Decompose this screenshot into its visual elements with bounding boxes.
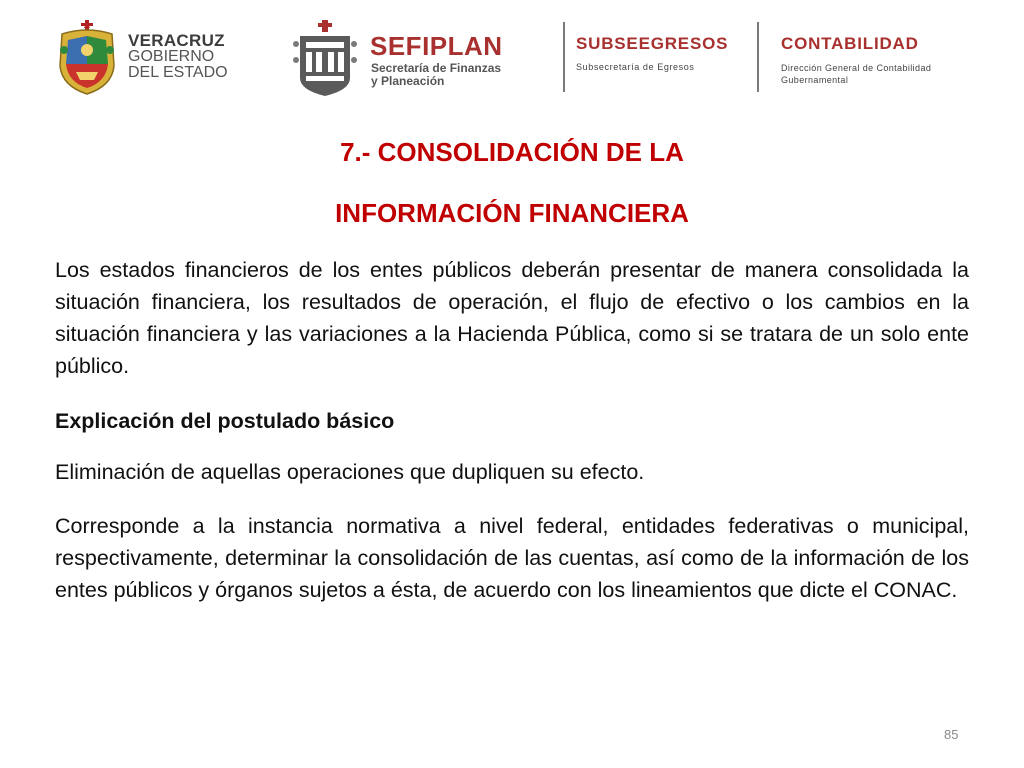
- slide-title-line2: INFORMACIÓN FINANCIERA: [335, 198, 689, 228]
- slide-title-line1: 7.- CONSOLIDACIÓN DE LA: [340, 137, 684, 167]
- sefiplan-title: SEFIPLAN: [370, 31, 503, 61]
- header-divider: [757, 22, 759, 92]
- sefiplan-sub-line1: Secretaría de Finanzas: [371, 61, 502, 75]
- veracruz-line3: DEL ESTADO: [128, 64, 228, 81]
- contabilidad-sub-line2: Gubernamental: [781, 75, 849, 85]
- paragraph-responsibility: Corresponde a la instancia normativa a nivel federal, entidades federativas o municipal, respectivamente, determinar la consolidación de las cuentas, así como de la información de los entes públicos y órganos sujetos a ésta, de acuerdo con los lineamientos que dicte el CONAC.: [55, 514, 969, 602]
- paragraph-definition: Los estados financieros de los entes públicos deberán presentar de manera consolidada la situación financiera, los resultados de operación, el flujo de efectivo o los cambios en la situación financiera y las variaciones a la Hacienda Pública, como si se tratara de un solo ente público.: [55, 258, 969, 378]
- veracruz-wordmark: [128, 33, 228, 81]
- sefiplan-sub-line2: y Planeación: [371, 74, 445, 88]
- paragraph-elimination: Eliminación de aquellas operaciones que dupliquen su efecto.: [55, 460, 645, 484]
- veracruz-line1: VERACRUZ: [128, 31, 225, 50]
- sefiplan-subtitle: [371, 62, 501, 88]
- contabilidad-title: CONTABILIDAD: [781, 34, 919, 53]
- page-number: 85: [944, 727, 959, 742]
- subheading-explanation: Explicación del postulado básico: [55, 409, 395, 433]
- contabilidad-subtitle: [781, 62, 931, 86]
- header-logos: [0, 0, 1024, 112]
- veracruz-shield-logo: [54, 20, 120, 96]
- header-divider: [563, 22, 565, 92]
- veracruz-line2: GOBIERNO: [128, 48, 215, 65]
- contabilidad-sub-line1: Dirección General de Contabilidad: [781, 63, 932, 73]
- subsecretaria-subtitle: Subsecretaría de Egresos: [576, 62, 695, 72]
- subsecretaria-title: SUBSEEGRESOS: [576, 34, 729, 53]
- sefiplan-building-logo: [292, 20, 358, 98]
